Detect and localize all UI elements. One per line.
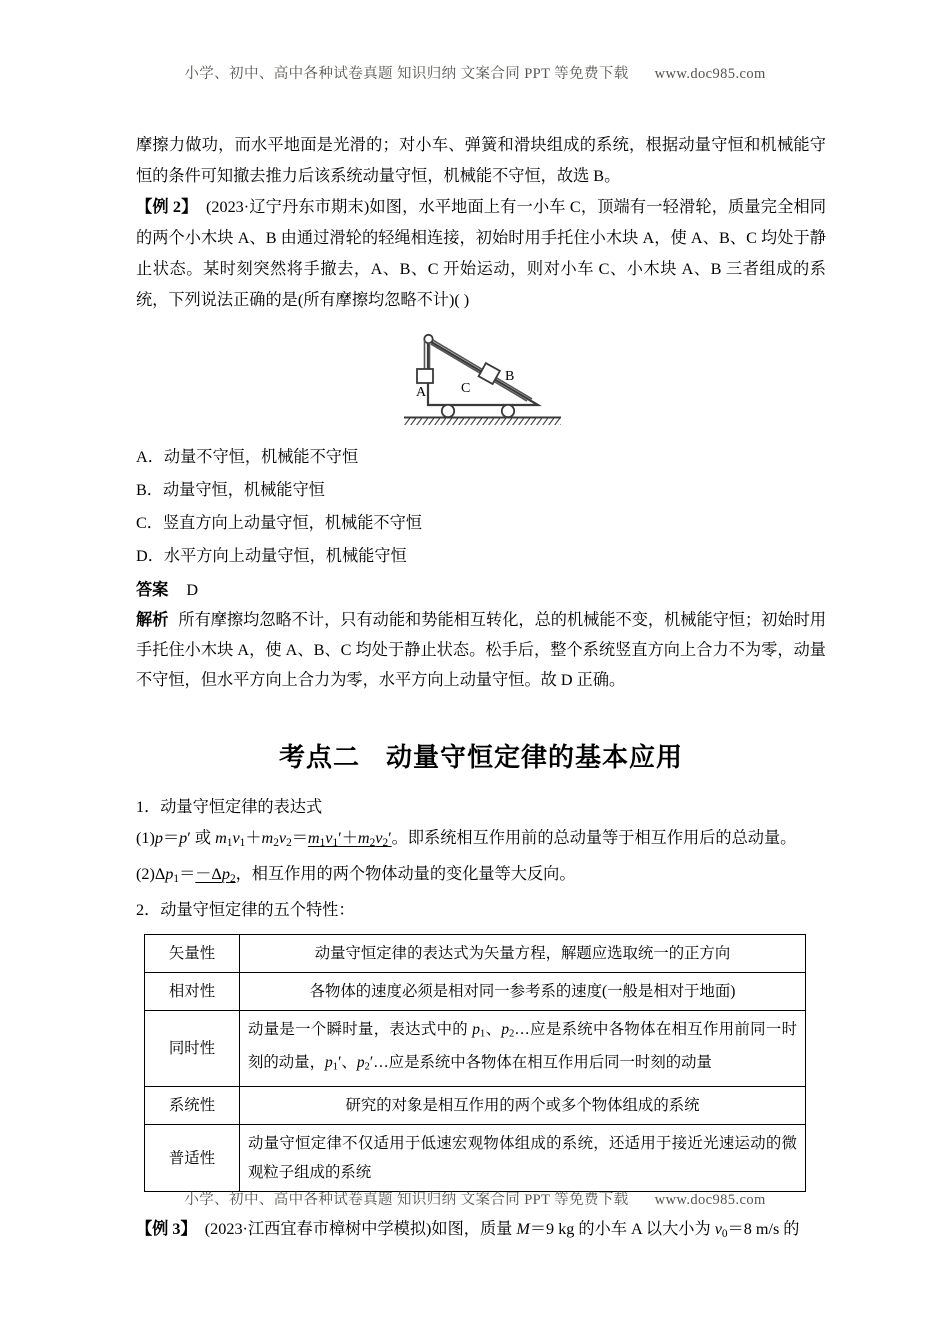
table-row (145, 1125, 806, 1192)
row-value-simultaneous: 动量是一个瞬时量，表达式中的 $p_1$、$p_2\dots$应是系统中各物体在相互作用前同一时刻的动量，$p_1'$、$p_2'\dots$应是系统中各物体在相互作用后同一时刻的动量 (240, 1010, 806, 1086)
option-a[interactable]: A．动量不守恒，机械能不守恒 (136, 448, 359, 466)
continued-paragraph (136, 130, 826, 192)
row-key-universal: 普适性 (145, 1125, 240, 1192)
example3-stem: 如图，质量 M＝9 kg 的小车 A 以大小为 $v_0=8$ m/s 的 (431, 1220, 800, 1240)
figure-label-c: C (461, 381, 471, 396)
example3-source: (2023·江西宜春市樟树中学模拟) (204, 1220, 432, 1239)
example2-block (136, 192, 826, 316)
row-value-relative: 各物体的速度必须是相对同一参考系的速度(一般是相对于地面) (240, 972, 806, 1010)
incline-cart-diagram (386, 330, 576, 425)
section-number: 考点二 (278, 742, 360, 772)
footer-watermark-text: 小学、初中、高中各种试卷真题 知识归纳 文案合同 PPT 等免费下载 (184, 1192, 629, 1208)
page-content (136, 130, 826, 1250)
row-key-system: 系统性 (145, 1087, 240, 1125)
table-row (145, 934, 806, 972)
continued-paragraph-line2: 能守恒的条件可知撤去推力后该系统动量守恒，机械能不守恒，故选 B。 (136, 136, 826, 185)
sub1-or: 或 (194, 829, 212, 847)
sub1-text: 。即系统相互作用前的总动量等于相互作用后的总动量。 (391, 829, 797, 847)
pulley (424, 335, 432, 343)
knowledge-item1-title: 1．动量守恒定律的表达式 (136, 798, 323, 816)
ground-hatching (404, 418, 561, 425)
option-d[interactable]: D．水平方向上动量守恒，机械能守恒 (136, 547, 407, 565)
row-value-vector: 动量守恒定律的表达式为矢量方程，解题应选取统一的正方向 (240, 934, 806, 972)
section-title-text: 动量守恒定律的基本应用 (386, 742, 684, 772)
wheel-left (442, 405, 454, 417)
block-a (417, 369, 433, 383)
header-watermark-text: 小学、初中、高中各种试卷真题 知识归纳 文案合同 PPT 等免费下载 (184, 66, 629, 82)
table-row (145, 1087, 806, 1125)
sub2-text: ，相互作用的两个物体动量的变化量等大反向。 (235, 864, 576, 883)
sub1-prefix: (1) (136, 829, 155, 847)
row-value-universal: 动量守恒定律不仅适用于低速宏观物体组成的系统，还适用于接近光速运动的微观粒子组成的系统 (240, 1125, 806, 1192)
table-row (145, 1010, 806, 1086)
row-key-simultaneous: 同时性 (145, 1010, 240, 1086)
option-b[interactable]: B．动量守恒，机械能守恒 (136, 481, 325, 499)
example2-label: 【例 2】 (136, 198, 198, 216)
analysis-text: 所有摩擦均忽略不计，只有动能和势能相互转化，总的机械能不变，机械能守恒；初始时用手托住小木块 A，使 A、B、C 均处于静止状态。松手后，整个系统竖直方向上合力不为零，动量不守恒，但水平方向上合力为零，水平方向上动量守恒。故 D 正确。 (136, 611, 827, 689)
option-c[interactable]: C．竖直方向上动量守恒，机械能不守恒 (136, 514, 422, 532)
answer-label: 答案 (136, 581, 169, 599)
sub2-blank: $-\Delta p_2$ (195, 864, 236, 885)
table-row (145, 972, 806, 1010)
figure-label-a: A (416, 385, 427, 400)
example2-source: (2023·辽宁丹东市期末) (206, 198, 370, 216)
sub1-blank: $m_1v_1'+m_2v_2'$ (307, 829, 392, 849)
wheel-right (502, 405, 514, 417)
row-key-relative: 相对性 (145, 972, 240, 1010)
example2-figure (136, 330, 826, 430)
analysis-row (136, 605, 826, 695)
row-key-vector: 矢量性 (145, 934, 240, 972)
analysis-label: 解析 (136, 611, 169, 629)
knowledge-item2-title: 2．动量守恒定律的五个特性： (136, 900, 355, 919)
example2-stem: 如图，水平地面上有一小车 C，顶端有一轻滑轮，质量完全相同的两个小木块 A、B 由通过滑轮的轻绳相连接，初始时用手托住小木块 A，使 A、B、C 均处于静止状态。某时刻突然将手撤去，A、B、C 开始运动，则对小车 C、小木块 A、B 三者组成的系统，下列说法正确的是(所有摩擦均忽略不计)( ) (136, 198, 827, 309)
header-watermark-url: www.doc985.com (654, 66, 766, 82)
footer-watermark-url: www.doc985.com (654, 1192, 766, 1208)
figure-label-b: B (505, 369, 515, 384)
header-watermark (0, 62, 950, 83)
example3-block (136, 1214, 826, 1250)
rope-incline-upper (431, 339, 532, 399)
answer-value: D (186, 581, 199, 599)
knowledge-item1-sub2: $(2)\Delta p_1=-\Delta p_2$，相互作用的两个物体动量的变化量等大反向。 (136, 864, 576, 885)
answer-row (136, 575, 826, 605)
properties-table (144, 934, 806, 1192)
sub2-prefix: (2) (136, 864, 155, 883)
row-value-system: 研究的对象是相互作用的两个或多个物体组成的系统 (240, 1087, 806, 1125)
knowledge-item1-sub1: (1)p＝p′ 或 $m_1v_1+m_2v_2=m_1v_1'+m_2v_2'$。即系统相互作用前的总动量等于相互作用后的总动量。 (136, 829, 797, 849)
continued-paragraph-line1: 摩擦力做功，而水平地面是光滑的；对小车、弹簧和滑块组成的系统，根据动量守恒和机械 (136, 136, 794, 154)
footer-watermark (0, 1188, 950, 1209)
section-heading (136, 737, 826, 774)
example3-label: 【例 3】 (136, 1220, 197, 1239)
